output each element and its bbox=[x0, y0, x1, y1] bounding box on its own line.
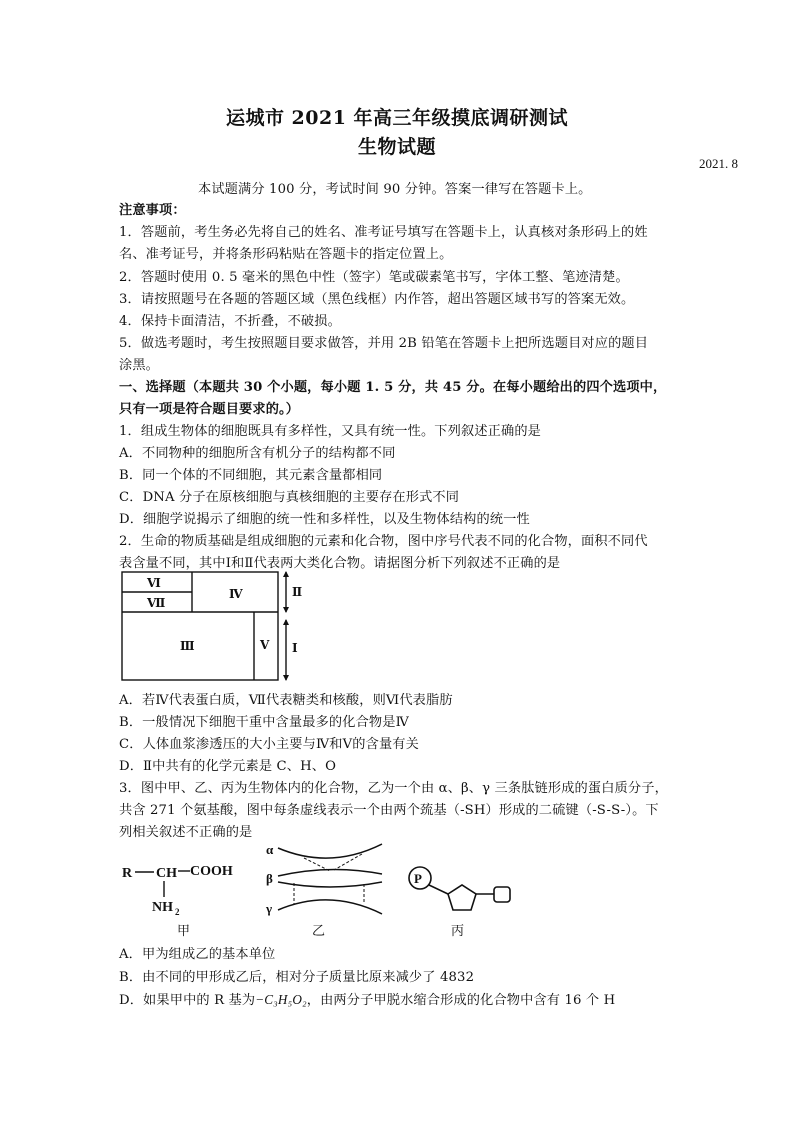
label-iii: Ⅲ bbox=[180, 639, 195, 653]
r-group-text: R bbox=[122, 866, 133, 881]
q3-option-d-prefix: D．如果甲中的 R 基为 bbox=[119, 993, 256, 1008]
label-vii: Ⅶ bbox=[147, 596, 166, 610]
q2-stem: 2．生命的物质基础是组成细胞的元素和化合物，图中序号代表不同的化合物，面积不同代 bbox=[119, 534, 648, 549]
label-vi: Ⅵ bbox=[147, 576, 161, 590]
q2-option-d: D．Ⅱ中共有的化学元素是 C、H、O bbox=[119, 759, 337, 774]
label-i: Ⅰ bbox=[292, 641, 298, 655]
q2-option-c: C．人体血浆渗透压的大小主要与Ⅳ和Ⅴ的含量有关 bbox=[119, 737, 419, 752]
label-iv: Ⅳ bbox=[229, 587, 243, 601]
q2-stem: 表含量不同，其中Ⅰ和Ⅱ代表两大类化合物。请据图分析下列叙述不正确的是 bbox=[119, 556, 561, 571]
caption-yi: 乙 bbox=[312, 924, 326, 939]
q3-stem: 列相关叙述不正确的是 bbox=[119, 825, 253, 840]
label-ii: Ⅱ bbox=[292, 585, 303, 599]
q3-option-d-suffix: ，由两分子甲脱水缩合形成的化合物中含有 16 个 H bbox=[306, 993, 616, 1008]
notice-heading: 注意事项： bbox=[119, 203, 186, 218]
protein-chains-diagram bbox=[264, 838, 394, 922]
q3-option-d bbox=[119, 989, 615, 1008]
q3-option-b: B．由不同的甲形成乙后，相对分子质量比原来减少了 4832 bbox=[119, 970, 475, 985]
alpha-label: α bbox=[266, 842, 274, 857]
exam-subtitle: 生物试题 bbox=[357, 136, 436, 158]
notice-line: 1．答题前，考生务必先将自己的姓名、准考证号填写在答题卡上，认真核对条形码上的姓 bbox=[119, 225, 648, 240]
section1-heading: 只有一项是符合题目要求的。） bbox=[119, 402, 300, 417]
gamma-label: γ bbox=[266, 901, 273, 916]
caption-bing: 丙 bbox=[451, 924, 465, 939]
label-v: Ⅴ bbox=[260, 638, 270, 652]
q3-option-d-formula: −C₃H₅O₂ bbox=[255, 992, 307, 1007]
notice-line: 涂黑。 bbox=[119, 358, 160, 373]
section1-heading: 一、选择题（本题共 30 个小题，每小题 1. 5 分，共 45 分。在每小题给出的四个选项中， bbox=[119, 380, 667, 395]
phosphate-icon: P bbox=[414, 871, 422, 886]
q3-stem: 共含 271 个氨基酸，图中每条虚线表示一个由两个巯基（-SH）形成的二硫键（-S-S-）。下 bbox=[119, 803, 659, 818]
exam-date: 2021. 8 bbox=[699, 156, 738, 171]
q2-option-b: B．一般情况下细胞干重中含量最多的化合物是Ⅳ bbox=[119, 715, 409, 730]
nh-subscript: 2 bbox=[175, 907, 180, 917]
notice-line: 4．保持卡面清洁，不折叠，不破损。 bbox=[119, 314, 341, 329]
exam-intro: 本试题满分 100 分，考试时间 90 分钟。答案一律写在答题卡上。 bbox=[198, 182, 592, 197]
q2-option-a: A．若Ⅳ代表蛋白质，Ⅶ代表糖类和核酸，则Ⅵ代表脂肪 bbox=[119, 693, 453, 708]
q1-option-c: C．DNA 分子在原核细胞与真核细胞的主要存在形式不同 bbox=[119, 490, 460, 505]
caption-jia: 甲 bbox=[177, 924, 191, 939]
compound-area-diagram bbox=[118, 568, 318, 687]
notice-line: 2．答题时使用 0. 5 毫米的黑色中性（签字）笔或碳素笔书写，字体工整、笔迹清楚。 bbox=[119, 270, 629, 285]
q3-stem: 3．图中甲、乙、丙为生物体内的化合物，乙为一个由 α、β、γ 三条肽链形成的蛋白质分子， bbox=[119, 781, 668, 796]
ch-text: CH bbox=[156, 866, 177, 881]
q3-option-a: A．甲为组成乙的基本单位 bbox=[119, 947, 276, 962]
notice-line: 3．请按照题号在各题的答题区域（黑色线框）内作答，超出答题区域书写的答案无效。 bbox=[119, 292, 635, 307]
q1-stem: 1．组成生物体的细胞既具有多样性，又具有统一性。下列叙述正确的是 bbox=[119, 424, 541, 439]
nh-text: NH bbox=[152, 900, 173, 915]
beta-label: β bbox=[266, 871, 273, 886]
q1-option-d: D．细胞学说揭示了细胞的统一性和多样性，以及生物体结构的统一性 bbox=[119, 512, 530, 527]
notice-line: 名、准考证号，并将条形码粘贴在答题卡的指定位置上。 bbox=[119, 247, 453, 262]
q1-option-a: A．不同物种的细胞所含有机分子的结构都不同 bbox=[119, 446, 396, 461]
cooh-text: COOH bbox=[190, 864, 233, 879]
amino-acid-structure bbox=[118, 855, 248, 921]
q1-option-b: B．同一个体的不同细胞，其元素含量都相同 bbox=[119, 468, 383, 483]
exam-title: 运城市 2021 年高三年级摸底调研测试 bbox=[225, 107, 569, 129]
notice-line: 5．做选考题时，考生按照题目要求做答，并用 2B 铅笔在答题卡上把所选题目对应的题目 bbox=[119, 336, 649, 351]
nucleotide-diagram bbox=[404, 862, 520, 922]
